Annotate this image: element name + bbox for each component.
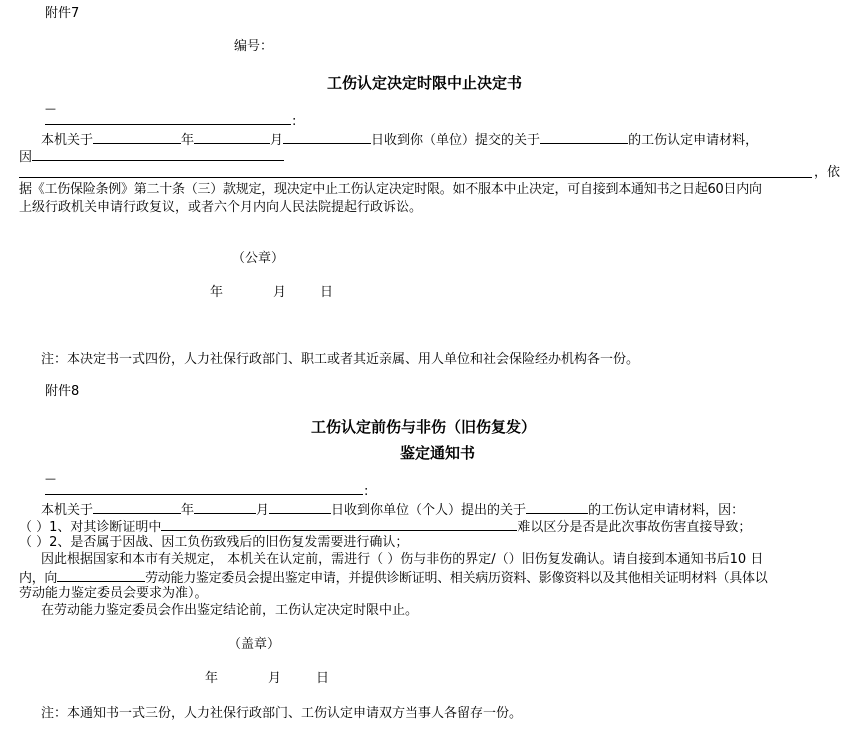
month-label: 月 xyxy=(270,133,284,148)
received-text: 日收到你（单位）提交的关于 xyxy=(371,133,541,148)
date-day-label: 日 xyxy=(316,671,330,686)
item1-suffix: 难以区分是否是此次事故伤害直接导致； xyxy=(517,520,752,535)
annex8-label: 附件8 xyxy=(45,384,80,399)
date-month-label: 月 xyxy=(273,285,287,300)
annex8-body-line4: 在劳动能力鉴定委员会作出鉴定结论前，工伤认定决定时限中止。 xyxy=(41,603,419,618)
annex8-title-line1: 工伤认定前伤与非伤（旧伤复发） xyxy=(311,418,537,436)
annex8-body-line1: 因此根据国家和本市有关规定， 本机关在认定前，需进行（ ）伤与非伤的界定/（）旧伤复发确认。请自接到本通知书后10 日 xyxy=(41,552,764,567)
date-day-label: 日 xyxy=(320,285,334,300)
received-prefix: 本机关于 xyxy=(41,503,94,518)
addressee-line xyxy=(45,124,291,125)
seal-label: （盖章） xyxy=(228,637,281,652)
reason-blank xyxy=(32,148,284,161)
reason-blank-continued xyxy=(19,177,812,178)
annex8-line1 xyxy=(41,501,744,518)
body-line2-prefix: 内，向 xyxy=(19,571,58,586)
addressee-colon: : xyxy=(364,484,369,499)
matter-blank xyxy=(540,131,628,144)
annex7-label: 附件7 xyxy=(45,6,80,21)
addressee-dash: — xyxy=(45,472,56,485)
annex7-title: 工伤认定决定时限中止决定书 xyxy=(327,74,523,92)
basis-continuation: ，依 xyxy=(814,165,841,180)
annex8-note: 注：本通知书一式三份，人力社保行政部门、工伤认定申请双方当事人各留存一份。 xyxy=(41,706,523,721)
day-blank xyxy=(269,501,331,514)
received-text: 日收到你单位（个人）提出的关于 xyxy=(331,503,527,518)
body-line2-suffix: 劳动能力鉴定委员会提出鉴定申请，并提供诊断证明、相关病历资料、影像资料以及其他相关证明材料（具体以 xyxy=(145,571,768,586)
document-number-label: 编号： xyxy=(234,39,274,54)
year-label: 年 xyxy=(181,503,195,518)
month-blank xyxy=(194,501,256,514)
item1-prefix: （ ）1、对其诊断证明中 xyxy=(19,520,162,535)
addressee-colon: : xyxy=(292,114,297,129)
month-label: 月 xyxy=(256,503,270,518)
materials-text: 的工伤认定申请材料，因： xyxy=(588,503,745,518)
annex8-title-line2: 鉴定通知书 xyxy=(400,444,476,462)
date-month-label: 月 xyxy=(268,671,282,686)
annex7-body-line5: 上级行政机关申请行政复议，或者六个月内向人民法院提起行政诉讼。 xyxy=(19,200,423,215)
annex7-body-line4: 据《工伤保险条例》第二十条（三）款规定，现决定中止工伤认定决定时限。如不服本中止决定，可自接到本通知书之日起60日内向 xyxy=(19,182,762,197)
option-item-1 xyxy=(19,518,751,535)
date-year-label: 年 xyxy=(205,671,219,686)
year-blank xyxy=(93,501,181,514)
month-blank xyxy=(194,131,270,144)
official-seal-label: （公章） xyxy=(232,251,285,266)
addressee-dash: — xyxy=(45,102,56,115)
materials-text: 的工伤认定申请材料， xyxy=(628,133,759,148)
received-prefix: 本机关于 xyxy=(41,133,94,148)
year-blank xyxy=(93,131,181,144)
annex7-note: 注：本决定书一式四份，人力社保行政部门、职工或者其近亲属、用人单位和社会保险经办机构各一份。 xyxy=(41,352,640,367)
matter-blank xyxy=(526,501,588,514)
annex7-line1 xyxy=(41,131,758,148)
diagnosis-blank xyxy=(161,518,517,531)
day-blank xyxy=(283,131,371,144)
committee-blank xyxy=(57,569,145,582)
annex8-body-line2 xyxy=(19,569,767,586)
year-label: 年 xyxy=(181,133,195,148)
reason-prefix: 因 xyxy=(19,150,33,165)
option-item-2: （ ）2、是否属于因战、因工负伤致残后的旧伤复发需要进行确认； xyxy=(19,535,409,550)
reason-line xyxy=(19,148,284,165)
date-year-label: 年 xyxy=(210,285,224,300)
annex8-body-line3: 劳动能力鉴定委员会要求为准）。 xyxy=(19,586,208,601)
addressee-line xyxy=(45,494,363,495)
